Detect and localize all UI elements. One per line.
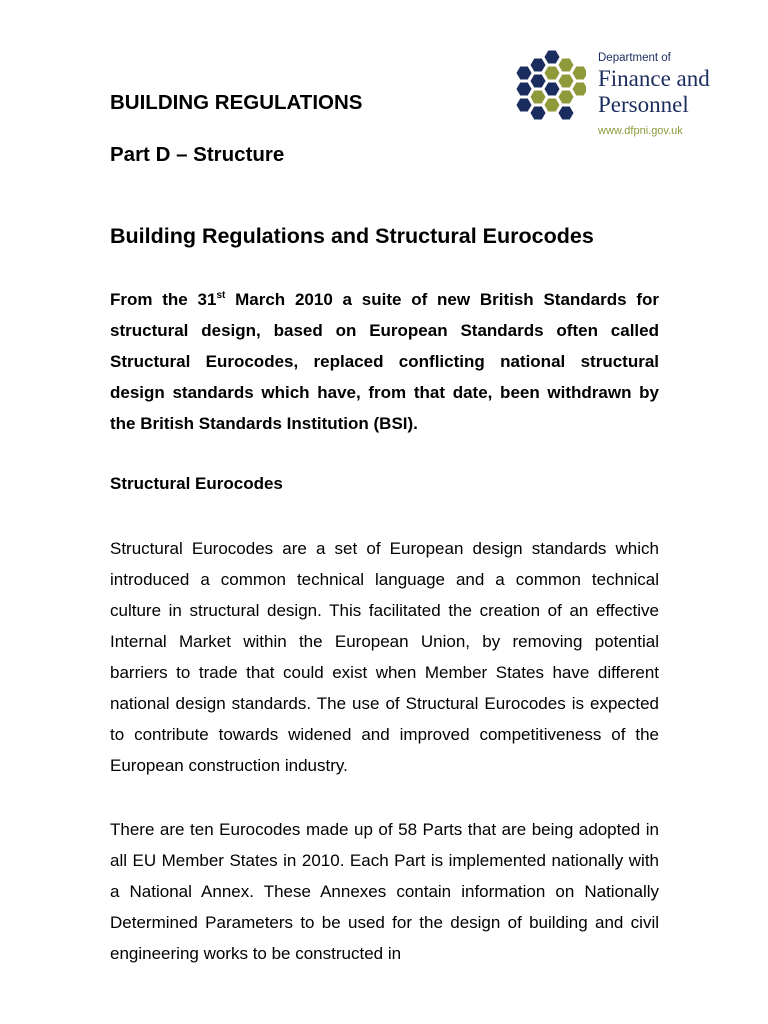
logo-hexagon	[530, 74, 546, 88]
logo-hexagon	[558, 90, 574, 104]
section-title: Building Regulations and Structural Eurocodes	[110, 224, 594, 248]
part-heading: Part D – Structure	[110, 143, 285, 166]
dfp-logo	[516, 48, 738, 144]
logo-hexagon	[516, 82, 532, 96]
logo-dept-label: Department of	[598, 52, 671, 64]
hexagon-cluster-logo-icon	[516, 48, 586, 134]
logo-hexagon	[558, 106, 574, 120]
document-title: BUILDING REGULATIONS	[110, 91, 363, 114]
logo-hexagon	[530, 106, 546, 120]
logo-hexagon	[516, 98, 532, 112]
body-paragraph-1: Structural Eurocodes are a set of European design standards which introduced a common technical language and a common technical culture in structural design. This facilitated the creation of an effective Internal Market within the European Union, by removing potential barriers to trade that could exist when Member States have different national design standards. The use of Structural Eurocodes is expected to contribute towards widened and improved competitiveness of the European construction industry.	[110, 539, 659, 775]
logo-hexagon	[530, 90, 546, 104]
logo-hexagon	[544, 82, 560, 96]
logo-hexagon	[544, 66, 560, 80]
logo-hexagon	[530, 58, 546, 72]
logo-hexagon	[558, 74, 574, 88]
logo-hexagon	[558, 58, 574, 72]
logo-hexagon	[544, 98, 560, 112]
logo-url: www.dfpni.gov.uk	[598, 125, 683, 137]
logo-hexagon	[572, 82, 586, 96]
subsection-heading: Structural Eurocodes	[110, 474, 283, 493]
intro-prefix: From the 31	[110, 290, 217, 309]
logo-hexagon	[544, 50, 560, 64]
intro-superscript: st	[216, 290, 226, 301]
intro-paragraph	[110, 284, 659, 439]
body-paragraph-2: There are ten Eurocodes made up of 58 Parts that are being adopted in all EU Member States in 2010. Each Part is implemented nationally with a National Annex. These Annexes contain information on Nationally Determined Parameters to be used for the design of building and civil engineering works to be constructed in	[110, 820, 659, 963]
logo-hexagon	[572, 66, 586, 80]
logo-hexagon	[516, 66, 532, 80]
logo-name-line1: Finance and	[598, 66, 710, 91]
intro-rest: March 2010 a suite of new British Standards for structural design, based on European Standards often called Structural Eurocodes, replaced conflicting national structural design standards which have, from that date, been withdrawn by the British Standards Institution (BSI).	[110, 290, 659, 433]
logo-name-line2: Personnel	[598, 92, 689, 117]
